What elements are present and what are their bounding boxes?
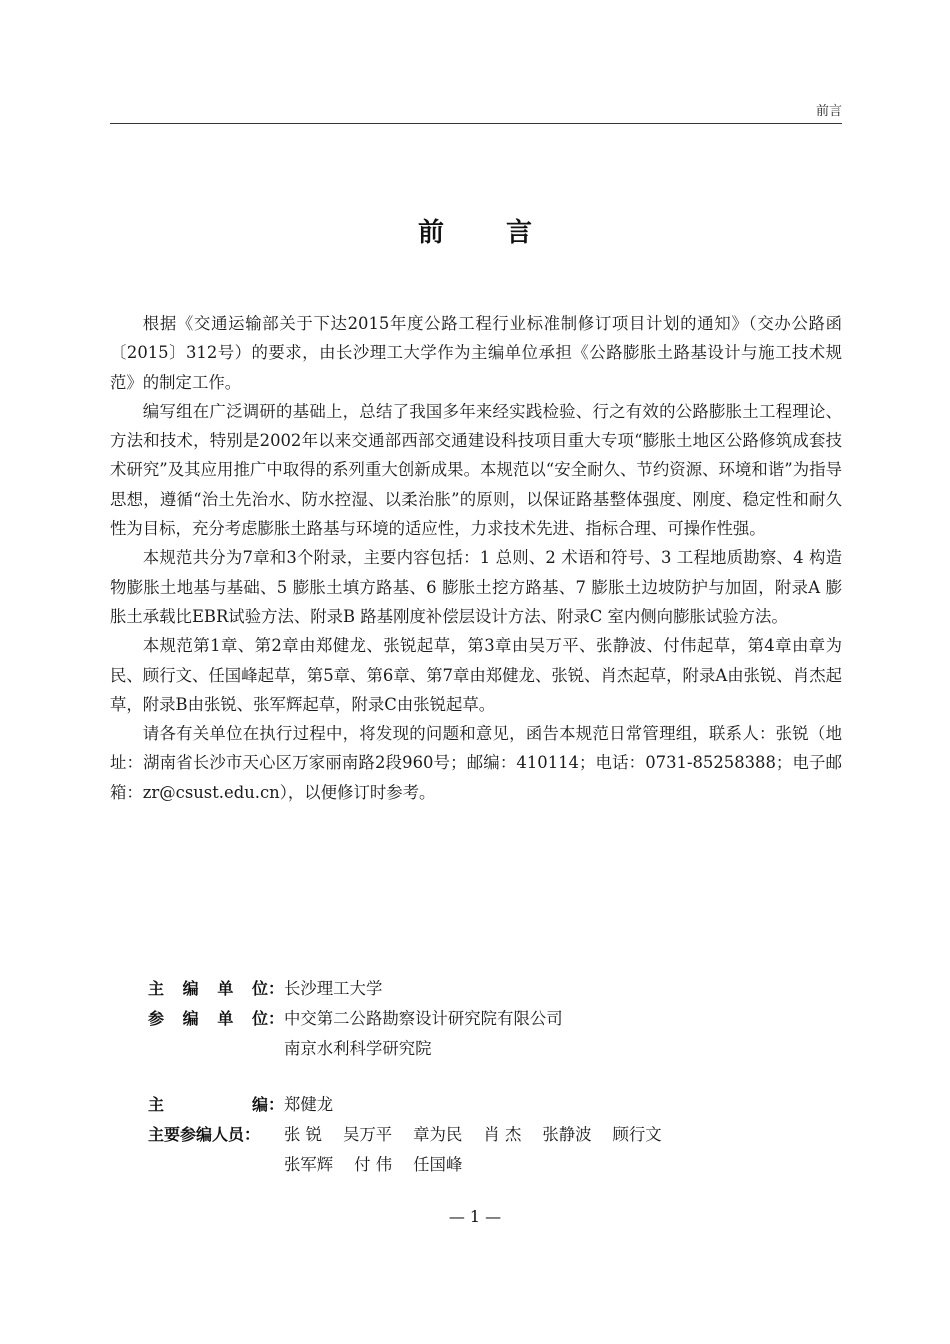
page-number: — 1 —: [448, 1207, 502, 1226]
participating-units-label: 参 编 单 位：: [148, 1009, 284, 1028]
participant-name: 顾行文: [612, 1125, 662, 1144]
paragraph-4: 本规范第1章、第2章由郑健龙、张锐起草，第3章由吴万平、张静波、付伟起草，第4章由章为民、顾行文、任国峰起草，第5章、第6章、第7章由郑健龙、张锐、肖杰起草，附录A由张锐、肖杰起草，附录B由张锐、张军辉起草，附录C由张锐起草。: [110, 636, 842, 714]
participant-name: 付 伟: [354, 1155, 393, 1174]
paragraph-5: 请各有关单位在执行过程中，将发现的问题和意见，函告本规范日常管理组，联系人：张锐（地址：湖南省长沙市天心区万家丽南路2段960号；邮编：410114；电话：0731-85258388；电子邮箱：zr@csust.edu.cn），以便修订时参考。: [110, 724, 842, 802]
header-rule: [110, 123, 842, 124]
paragraph-1: 根据《交通运输部关于下达2015年度公路工程行业标准制修订项目计划的通知》（交办公路函〔2015〕312号）的要求，由长沙理工大学作为主编单位承担《公路膨胀土路基设计与施工技术规范》的制定工作。: [110, 314, 842, 392]
page-title: 前言: [417, 218, 594, 248]
chief-unit-row: [148, 974, 683, 1004]
running-head: 前言: [815, 104, 842, 119]
participant-name: 张静波: [542, 1125, 592, 1144]
chief-editor: 郑健龙: [284, 1095, 334, 1114]
participant-name: 吴万平: [343, 1125, 393, 1144]
participants-line-1: [284, 1120, 683, 1150]
chief-editor-label: 主 编：: [148, 1095, 284, 1114]
credits-block: [148, 974, 683, 1180]
participant-name: 张 锐: [284, 1125, 322, 1144]
participant-name: 章为民: [413, 1125, 463, 1144]
chief-unit-label: 主 编 单 位：: [148, 979, 284, 998]
chief-unit: 长沙理工大学: [284, 979, 383, 998]
participant-name: 肖 杰: [483, 1125, 522, 1144]
participating-unit-2: 南京水利科学研究院: [284, 1039, 432, 1058]
participating-unit-1: 中交第二公路勘察设计研究院有限公司: [284, 1009, 563, 1028]
participant-name: 任国峰: [413, 1155, 463, 1174]
participants-line-2: [284, 1150, 683, 1180]
main-participants-row: [148, 1120, 683, 1180]
preface-body: [110, 309, 842, 807]
participating-units-row: [148, 1004, 683, 1064]
paragraph-2: 编写组在广泛调研的基础上，总结了我国多年来经实践检验、行之有效的公路膨胀土工程理论、方法和技术，特别是2002年以来交通部西部交通建设科技项目重大专项“膨胀土地区公路修筑成套技术研究”及其应用推广中取得的系列重大创新成果。本规范以“安全耐久、节约资源、环境和谐”为指导思想，遵循“治土先治水、防水控湿、以柔治胀”的原则，以保证路基整体强度、刚度、稳定性和耐久性为目标，充分考虑膨胀土路基与环境的适应性，力求技术先进、指标合理、可操作性强。: [110, 401, 842, 539]
paragraph-3: 本规范共分为7章和3个附录，主要内容包括：1 总则、2 术语和符号、3 工程地质勘察、4 构造物膨胀土地基与基础、5 膨胀土填方路基、6 膨胀土挖方路基、7 膨胀土边坡防护与加固，附录A 膨胀土承载比EBR试验方法、附录B 路基刚度补偿层设计方法、附录C 室内侧向膨胀试验方法。: [110, 548, 842, 626]
main-participants-label: 主要参编人员：: [148, 1125, 261, 1144]
chief-editor-row: [148, 1090, 683, 1120]
participant-name: 张军辉: [284, 1155, 334, 1174]
